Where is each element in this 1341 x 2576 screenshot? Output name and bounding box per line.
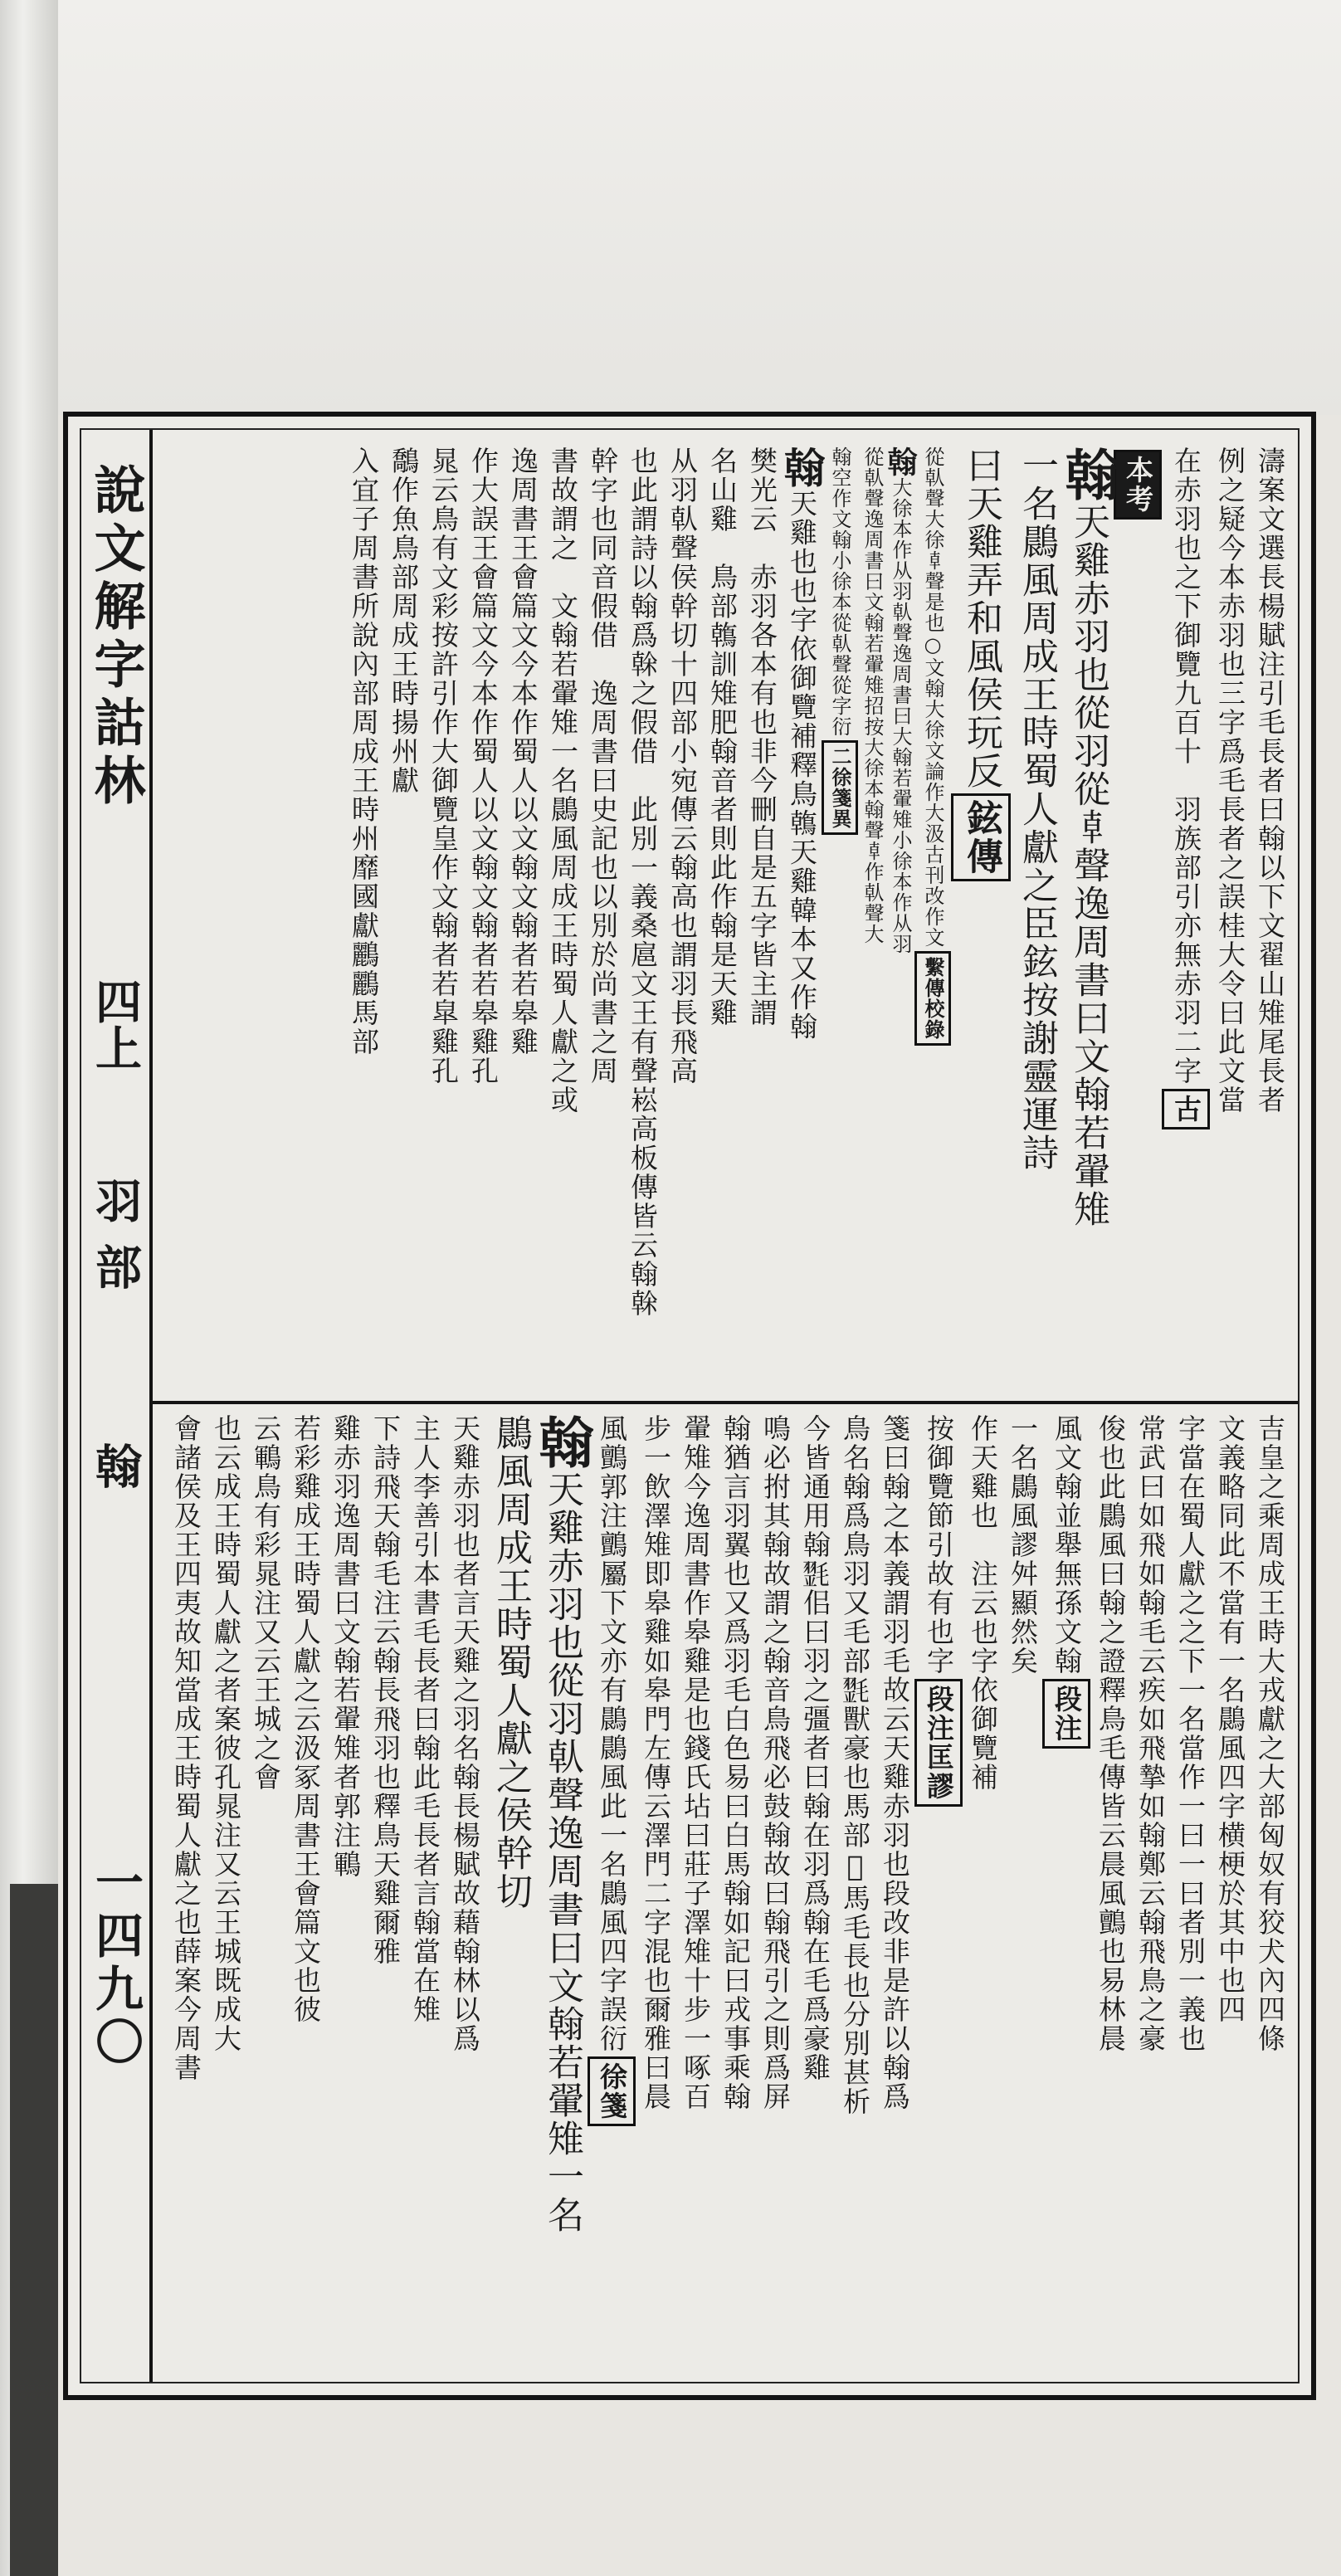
text-column	[383, 446, 423, 1393]
text-column	[795, 1414, 835, 2377]
source-seal: 段注匡謬	[914, 1679, 963, 1807]
column-text: 若彩雞成王時蜀人獻之云汲冢周書王會篇文也彼	[290, 1414, 322, 2024]
page-top-margin	[58, 0, 1341, 415]
column-text: 一名鷐風周成王時蜀人獻之臣鉉按謝靈運詩	[1016, 446, 1058, 1172]
column-text: 箋曰翰之本義謂羽毛故云天雞赤羽也段改非是許以翰爲	[879, 1414, 911, 2111]
column-text: 字當在蜀人獻之之下一名當作一曰一曰者別一義也	[1174, 1414, 1207, 2053]
text-column	[778, 446, 826, 1393]
text-column	[835, 1414, 875, 2377]
column-text: 作天雞也 注云也字依御覽補	[967, 1414, 999, 1792]
column-text: 文義略同此不當有一名鷐風四字横梗於其中也四	[1214, 1414, 1246, 2024]
text-column	[423, 446, 463, 1393]
column-text: 逸周書王會篇文今本作蜀人以文翰文翰者若皋雞	[507, 446, 539, 1056]
text-column	[1130, 1414, 1170, 2377]
text-column	[1002, 1414, 1042, 2377]
source-seal: 二徐箋異	[822, 740, 858, 835]
bottom-panel-columns	[158, 1414, 1290, 2377]
column-text: 鷮作魚鳥部周成王時揚州獻	[388, 446, 420, 795]
text-column	[1162, 446, 1210, 1393]
column-text: 風鸇郭注鸇屬下文亦有鷐鷐風此一名鷐風四字誤衍	[596, 1414, 628, 2053]
column-text: 作大誤王會篇文今本作蜀人以文翰文翰者若皋雞孔	[467, 446, 500, 1086]
volume-label: 四上	[88, 978, 143, 1071]
running-header-column	[81, 430, 153, 2382]
column-text: 云鶤鳥有彩晁注又云王城之會	[250, 1414, 282, 1792]
column-text: 鳥名翰爲鳥羽又毛部𣯰獸豪也馬部𩣜馬毛長也分別甚析	[839, 1414, 871, 2116]
column-text: 翰空作文翰小徐本從倝聲從字衍	[828, 446, 851, 737]
column-text: 書故謂之 文翰若翬雉一名鷐風周成王時蜀人獻之或	[547, 446, 579, 1115]
text-column	[662, 446, 702, 1393]
text-column	[715, 1414, 755, 2377]
text-column	[1056, 446, 1120, 1393]
column-text: 俊也此鷐風曰翰之證釋鳥毛傳皆云晨風鸇也易林晨	[1095, 1414, 1127, 2053]
spine-shadow	[10, 1884, 58, 2576]
text-column	[588, 1414, 636, 2377]
entry-head-character: 翰	[883, 446, 918, 477]
page-frame	[63, 412, 1316, 2400]
text-column	[622, 446, 662, 1393]
column-text: 濤案文選長楊賦注引毛長者曰翰以下文翟山雉尾長者	[1254, 446, 1286, 1115]
page-number: 一四九〇	[87, 1857, 144, 2070]
column-text: 天雞赤羽也從羽倝聲逸周書曰文翰若翬雉一名	[541, 1471, 583, 2234]
text-column	[166, 1414, 206, 2377]
top-panel-columns	[158, 446, 1290, 1393]
text-column	[1011, 446, 1062, 1393]
column-text: 曰天雞弄和風侯玩反	[960, 446, 1002, 790]
source-seal: 繫傳校錄	[914, 951, 951, 1046]
text-column	[365, 1414, 405, 2377]
column-text: 在赤羽也之下御覽九百十 羽族部引亦無赤羽二字	[1170, 446, 1202, 1086]
text-column	[1090, 1414, 1130, 2377]
column-text: 也云成王時蜀人獻之者案彼孔晁注又云王城既成大	[210, 1414, 242, 2053]
column-text: 鷐風周成王時蜀人獻之侯幹切	[490, 1414, 532, 1910]
column-text: 從倝聲大徐𠦝聲是也○文翰大徐文論作大汲古刊改作文	[921, 446, 944, 948]
source-seal: 徐箋	[588, 2056, 636, 2126]
text-column	[445, 1414, 485, 2377]
text-column	[285, 1414, 325, 2377]
book-title: 說文解字詁林	[85, 463, 146, 812]
column-text: 今皆通用翰𣯰佀曰羽之彊者曰翰在羽爲翰在毛爲豪雞	[799, 1414, 831, 2082]
text-column	[529, 1414, 594, 2377]
page-frame-inner	[80, 428, 1300, 2383]
column-text: 常武曰如飛如翰毛云疾如飛摯如翰鄭云翰飛鳥之豪	[1134, 1414, 1167, 2053]
entry-character: 翰	[88, 1442, 143, 1489]
text-column	[543, 446, 583, 1393]
text-column	[405, 1414, 445, 2377]
text-column	[1114, 446, 1162, 1393]
column-text: 按御覽節引故有也字	[923, 1414, 955, 1676]
text-column	[702, 446, 742, 1393]
column-text: 也此謂詩以翰爲榦之假借 此別一義桑扈文王有聲崧高板傳皆云翰榦	[627, 446, 659, 1318]
text-column	[914, 1414, 963, 2377]
text-column	[822, 446, 858, 1393]
text-column	[206, 1414, 246, 2377]
source-seal: 古	[1162, 1089, 1210, 1129]
text-column	[1210, 1414, 1250, 2377]
column-text: 从羽倝聲侯幹切十四部小宛傳云翰高也謂羽長飛高	[666, 446, 699, 1086]
text-column	[858, 446, 886, 1393]
column-text: 天雞也也字依御覽補釋鳥鶾天雞韓本又作翰	[786, 489, 818, 1042]
radical-label: 羽部	[88, 1177, 143, 1310]
column-text: 主人李善引本書毛長者曰翰此毛長者言翰當在雉	[409, 1414, 441, 2024]
text-column	[325, 1414, 365, 2377]
entry-head-character: 翰	[529, 1414, 594, 1471]
text-column	[344, 446, 383, 1393]
entry-head-character: 翰	[1056, 446, 1120, 503]
text-column	[675, 1414, 715, 2377]
column-text: 名山雞 鳥部鶾訓雉肥翰音者則此作翰是天雞	[706, 446, 739, 1027]
text-column	[1250, 446, 1290, 1393]
column-text: 例之疑今本赤羽也三字爲毛長者之誤桂大令曰此文當	[1214, 446, 1246, 1115]
text-column	[1042, 1414, 1090, 2377]
text-column	[246, 1414, 285, 2377]
text-column	[1170, 1414, 1210, 2377]
text-column	[463, 446, 503, 1393]
column-text: 吉皇之乘周成王時大戎獻之大部匈奴有狡犬內四條	[1254, 1414, 1286, 2053]
column-text: 雞赤羽逸周書曰文翰若翬雉者郭注鶤	[329, 1414, 362, 1879]
text-column	[755, 1414, 795, 2377]
column-text: 下詩飛天翰毛注云翰長飛羽也釋鳥天雞爾雅	[369, 1414, 402, 1966]
source-seal: 本考	[1114, 450, 1162, 520]
text-column	[914, 446, 951, 1393]
column-text: 大徐本作从羽倝聲逸周書曰大翰若翬雉小徐本作从羽	[889, 477, 912, 954]
text-column	[636, 1414, 675, 2377]
text-column	[1210, 446, 1250, 1393]
text-column	[883, 446, 918, 1393]
text-column	[485, 1414, 536, 2377]
bottom-panel	[158, 1414, 1290, 2377]
column-text: 晁云鳥有文彩按許引作大御覽皇作文翰者若皐雞孔	[427, 446, 460, 1086]
column-text: 天雞赤羽也從羽從𠦝聲逸周書曰文翰若翬雉	[1067, 503, 1109, 1228]
column-text: 樊光云 赤羽各本有也非今刪自是五字皆主謂	[746, 446, 778, 1027]
text-column	[1250, 1414, 1290, 2377]
column-text: 天雞赤羽也者言天雞之羽名翰長楊賦故藉翰林以爲	[449, 1414, 481, 2053]
text-column	[742, 446, 782, 1393]
column-text: 一名鷐風謬舛顯然矣	[1007, 1414, 1039, 1676]
column-text: 翰猶言羽翼也又爲羽毛白色易曰白馬翰如記曰戎事乘翰	[719, 1414, 752, 2111]
entry-head-character: 翰	[778, 446, 826, 490]
column-text: 幹字也同音假借 逸周書曰史記也以別於尚書之周	[587, 446, 619, 1086]
column-text: 鳴必拊其翰故謂之翰音鳥飛必鼓翰故曰翰飛引之則爲屏	[759, 1414, 792, 2111]
column-text: 步一飲澤雉即皋雞如皋門左傳云澤門二字混也爾雅曰晨	[640, 1414, 672, 2111]
text-column	[875, 1414, 914, 2377]
column-text: 會諸侯及王四夷故知當成王時蜀人獻之也薛案今周書	[170, 1414, 202, 2082]
column-text: 入宜子周書所說內部周成王時州靡國獻鸝鸝馬部	[348, 446, 380, 1056]
column-text: 翬雉今逸周書作皋雞是也錢氏坫曰莊子澤雉十步一啄百	[680, 1414, 712, 2111]
column-text: 從倝聲逸周書曰文翰若翬雉招按大徐本翰聲𠦝作倝聲大	[861, 446, 884, 944]
text-column	[963, 1414, 1002, 2377]
source-seal: 鉉傳	[951, 793, 1011, 881]
source-seal: 段注	[1042, 1679, 1090, 1749]
text-column	[951, 446, 1011, 1393]
text-column	[583, 446, 622, 1393]
panel-divider	[149, 1401, 1298, 1404]
column-text: 風文翰並舉無孫文翰	[1051, 1414, 1083, 1676]
text-column	[503, 446, 543, 1393]
top-panel	[158, 446, 1290, 1393]
